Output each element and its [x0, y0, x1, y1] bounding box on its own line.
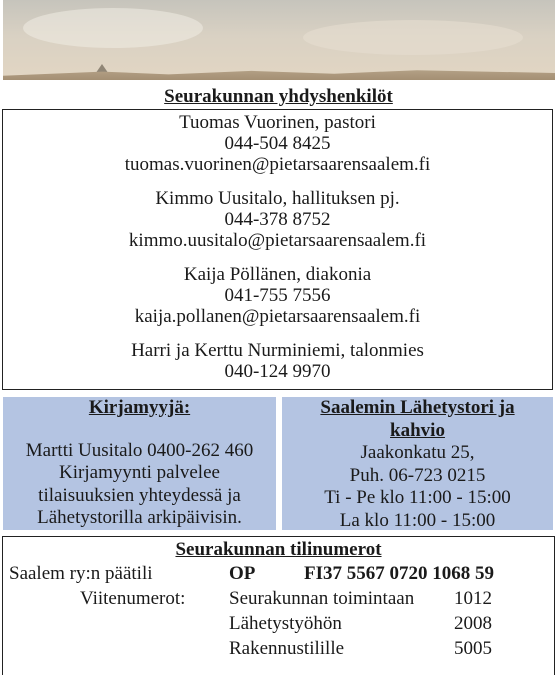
mission-shop-title-line: Saalemin Lähetystori ja: [320, 397, 515, 418]
contact-pastor: [3, 112, 552, 175]
contact-email[interactable]: kaija.pollanen@pietarsaarensaalem.fi: [134, 306, 421, 327]
bank-accounts-box: [2, 536, 555, 675]
reference-row: [3, 638, 554, 662]
reference-number: 5005: [454, 638, 492, 659]
contact-phone: 044-504 8425: [224, 133, 331, 154]
reference-purpose: Lähetystyöhön: [229, 613, 342, 634]
contact-email[interactable]: tuomas.vuorinen@pietarsaarensaalem.fi: [124, 154, 431, 175]
contact-name-role: Kaija Pöllänen, diakonia: [183, 264, 372, 285]
reference-number: 2008: [454, 613, 492, 634]
contact-phone: 040-124 9970: [224, 361, 331, 382]
mission-shop-box: [282, 397, 553, 530]
contact-email[interactable]: kimmo.uusitalo@pietarsaarensaalem.fi: [128, 230, 427, 251]
iban: FI37 5567 0720 1068 59: [304, 563, 494, 584]
mission-shop-line: Jaakonkatu 25,: [360, 442, 475, 463]
reference-row: [3, 588, 554, 612]
mission-shop-line: La klo 11:00 - 15:00: [339, 509, 496, 531]
bank-name: OP: [229, 563, 256, 584]
mission-shop-title-line: kahvio: [390, 419, 445, 441]
reference-purpose: Rakennustilille: [229, 638, 345, 659]
reference-row: [3, 613, 554, 637]
contact-name-role: Kimmo Uusitalo, hallituksen pj.: [155, 188, 400, 209]
bookseller-line: Martti Uusitalo 0400-262 460: [25, 439, 254, 461]
bank-title: Seurakunnan tilinumerot: [175, 539, 382, 560]
bookseller-title: Kirjamyyjä:: [88, 397, 191, 418]
contact-deacon: [3, 264, 552, 327]
mission-shop-line: Puh. 06-723 0215: [349, 464, 486, 486]
bookseller-line: Kirjamyynti palvelee: [59, 462, 220, 483]
header-photo: [3, 0, 555, 80]
contacts-heading: Seurakunnan yhdyshenkilöt: [164, 86, 393, 107]
contact-board-chair: [3, 188, 552, 251]
contact-name-role: Tuomas Vuorinen, pastori: [179, 112, 376, 133]
mission-shop-line: Ti - Pe klo 11:00 - 15:00: [324, 487, 511, 508]
contact-phone: 044-378 8752: [224, 209, 331, 230]
main-account-row: [3, 563, 554, 587]
mission-shop-title: [282, 397, 553, 442]
bookseller-line: tilaisuuksien yhteydessä ja: [38, 484, 241, 506]
reference-number: 1012: [454, 588, 492, 609]
contact-caretakers: [3, 340, 552, 382]
contact-phone: 041-755 7556: [224, 285, 331, 306]
reference-label: Viitenumerot:: [80, 588, 186, 609]
bookseller-line: Lähetystorilla arkipäivisin.: [37, 507, 242, 528]
bookseller-box: [3, 397, 276, 530]
contacts-box: [2, 109, 553, 390]
reference-purpose: Seurakunnan toimintaan: [229, 588, 415, 609]
main-account-label: Saalem ry:n päätili: [9, 563, 153, 584]
contact-name-role: Harri ja Kerttu Nurminiemi, talonmies: [131, 340, 424, 361]
